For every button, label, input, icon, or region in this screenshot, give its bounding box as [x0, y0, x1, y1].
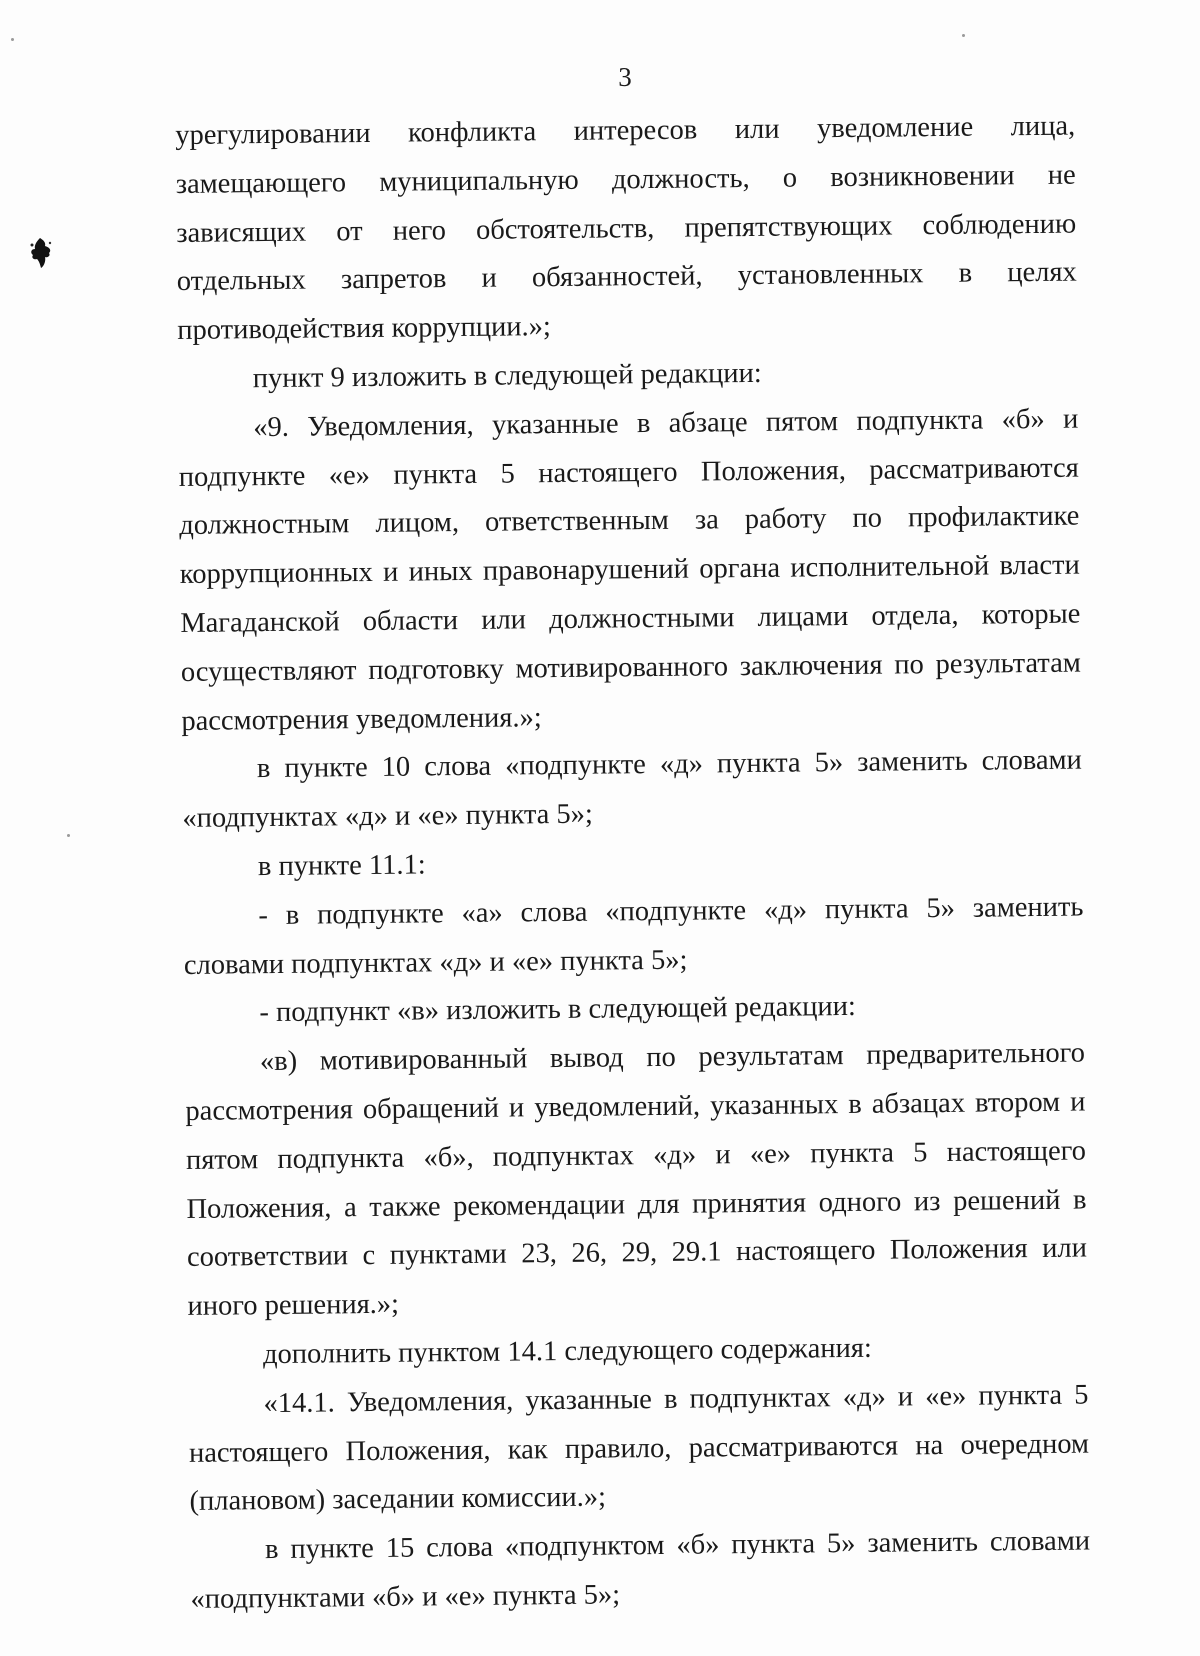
- paragraph: «14.1. Уведомления, указанные в подпунктах «д» и «е» пункта 5 настоящего Положения, как правило, рассматриваются на очередном (плановом) заседании комиссии.»;: [188, 1379, 1090, 1518]
- scan-speck: [67, 834, 70, 837]
- paragraph: в пункте 11.1:: [257, 849, 426, 883]
- paragraph: в пункте 15 слова «подпунктом «б» пункта 5» заменить словами «подпунктами «б» и «е» пункта 5»;: [190, 1525, 1091, 1615]
- ink-blot-mark: [28, 236, 54, 270]
- paragraph: урегулировании конфликта интересов или уведомление лица, замещающего муниципальную должность, о возникновении не зависящих от него обстоятельств, препятствующих соблюдению отдельных запретов и обязанностей, установленных в целях противодействия коррупции.»;: [175, 110, 1077, 347]
- document-body: [175, 103, 1091, 1625]
- page-number: 3: [618, 62, 632, 92]
- paragraph: - подпункт «в» изложить в следующей редакции:: [259, 991, 856, 1029]
- paragraph: «9. Уведомления, указанные в абзаце пятом подпункта «б» и подпункте «е» пункта 5 настоящего Положения, рассматриваются должностным лицом, ответственным за работу по профилактике коррупционных и иных правонарушений органа исполнительной власти Магаданской области или должностными лицами отдела, которые осуществляют подготовку мотивированного заключения по результатам рассмотрения уведомления.»;: [178, 403, 1081, 737]
- paragraph: дополнить пунктом 14.1 следующего содержания:: [262, 1332, 872, 1371]
- scan-speck: [962, 34, 965, 37]
- paragraph: «в) мотивированный вывод по результатам предварительного рассмотрения обращений и уведомлений, указанных в абзацах втором и пятом подпункта «б», подпунктах «д» и «е» пункта 5 настоящего Положения, а также рекомендации для принятия одного из решений в соответствии с пунктами 23, 26, 29, 29.1 настоящего Положения или иного решения.»;: [185, 1037, 1088, 1323]
- paragraph: - в подпункте «а» слова «подпункте «д» пункта 5» заменить словами подпунктах «д» и «е» пункта 5»;: [183, 891, 1084, 981]
- paragraph: пункт 9 изложить в следующей редакции:: [252, 357, 762, 395]
- scan-speck: [11, 38, 14, 41]
- paragraph: в пункте 10 слова «подпункте «д» пункта 5» заменить словами «подпунктах «д» и «е» пункта 5»;: [182, 744, 1083, 835]
